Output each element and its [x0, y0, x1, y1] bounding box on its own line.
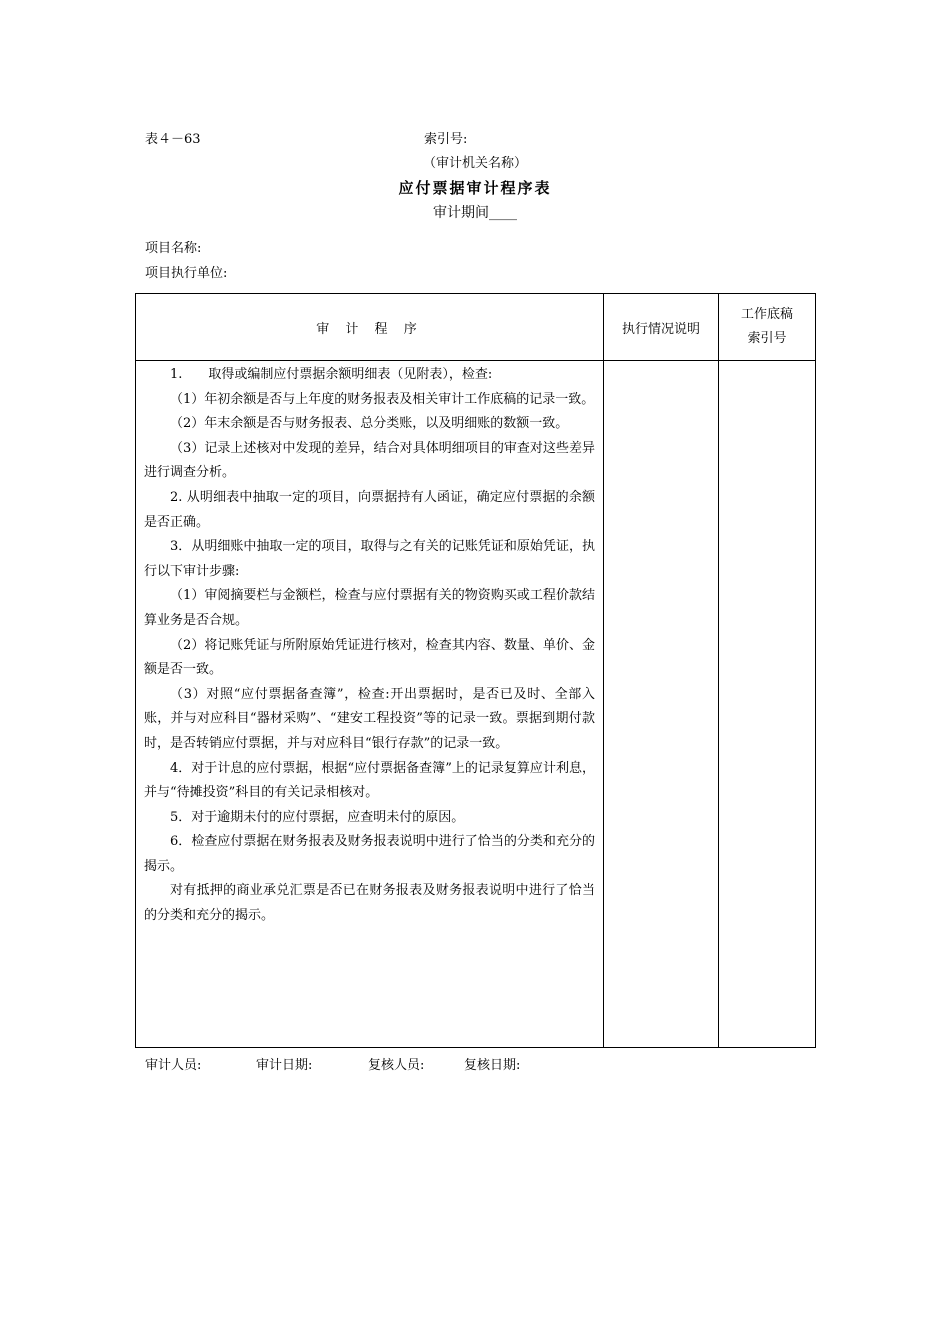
table-body-row [136, 361, 816, 1048]
auditor-label: 审计人员: [145, 1058, 202, 1073]
review-date-label: 复核日期: [464, 1058, 521, 1073]
page-title: 应付票据审计程序表 [398, 179, 552, 197]
procedure-step: （2）将记账凭证与所附原始凭证进行核对，检查其内容、数量、单价、金额是否一致。 [144, 637, 595, 678]
procedure-step: 3．从明细账中抽取一定的项目，取得与之有关的记账凭证和原始凭证，执行以下审计步骤: [144, 539, 595, 579]
procedure-step: （1）审阅摘要栏与金额栏，检查与应付票据有关的物资购买或工程价款结算业务是否合规。 [144, 588, 595, 628]
procedure-step: （3）对照“应付票据备查簿”，检查:开出票据时，是否已及时、全部入账，并与对应科目“器材采购”、“建安工程投资”等的记录一致。票据到期付款时，是否转销应付票据，并与对应科目“银行存款”的记录一致。 [144, 686, 595, 751]
procedure-step: 2. 从明细表中抽取一定的项目，向票据持有人函证，确定应付票据的余额是否正确。 [144, 489, 595, 530]
header-execution-notes: 执行情况说明 [604, 294, 719, 361]
header-workpaper-index: 工作底稿 索引号 [719, 294, 816, 361]
table-number: 表４－63 [145, 132, 201, 147]
execution-notes-cell[interactable] [604, 361, 719, 1048]
audit-procedure-table [135, 293, 816, 1048]
procedure-cell [136, 361, 604, 1048]
procedure-step: 对有抵押的商业承兑汇票是否已在财务报表及财务报表说明中进行了恰当的分类和充分的揭示。 [144, 883, 595, 924]
table-header-row [136, 294, 816, 361]
audit-period: 审计期间____ [433, 205, 517, 221]
workpaper-index-cell[interactable] [719, 361, 816, 1048]
procedure-step: 4．对于计息的应付票据，根据“应付票据备查簿”上的记录复算应计利息，并与“待摊投资”科目的有关记录相核对。 [144, 760, 595, 801]
procedure-step: 5．对于逾期未付的应付票据，应查明未付的原因。 [170, 809, 465, 825]
procedure-step: （3）记录上述核对中发现的差异，结合对具体明细项目的审查对这些差异进行调查分析。 [144, 440, 595, 481]
procedure-step: 6．检查应付票据在财务报表及财务报表说明中进行了恰当的分类和充分的揭示。 [144, 834, 595, 874]
procedure-step: 1. 取得或编制应付票据余额明细表（见附表），检查: [170, 367, 493, 382]
project-unit-label: 项目执行单位: [145, 266, 228, 281]
procedure-step: （1）年初余额是否与上年度的财务报表及相关审计工作底稿的记录一致。 [170, 391, 595, 407]
index-number-label: 索引号: [424, 132, 468, 147]
audit-date-label: 审计日期: [256, 1058, 313, 1073]
audit-org-name: （审计机关名称） [422, 156, 527, 171]
procedure-step: （2）年末余额是否与财务报表、总分类账，以及明细账的数额一致。 [170, 416, 569, 432]
header-procedure: 审 计 程 序 [136, 294, 604, 361]
project-name-label: 项目名称: [145, 241, 202, 256]
reviewer-label: 复核人员: [368, 1058, 425, 1073]
